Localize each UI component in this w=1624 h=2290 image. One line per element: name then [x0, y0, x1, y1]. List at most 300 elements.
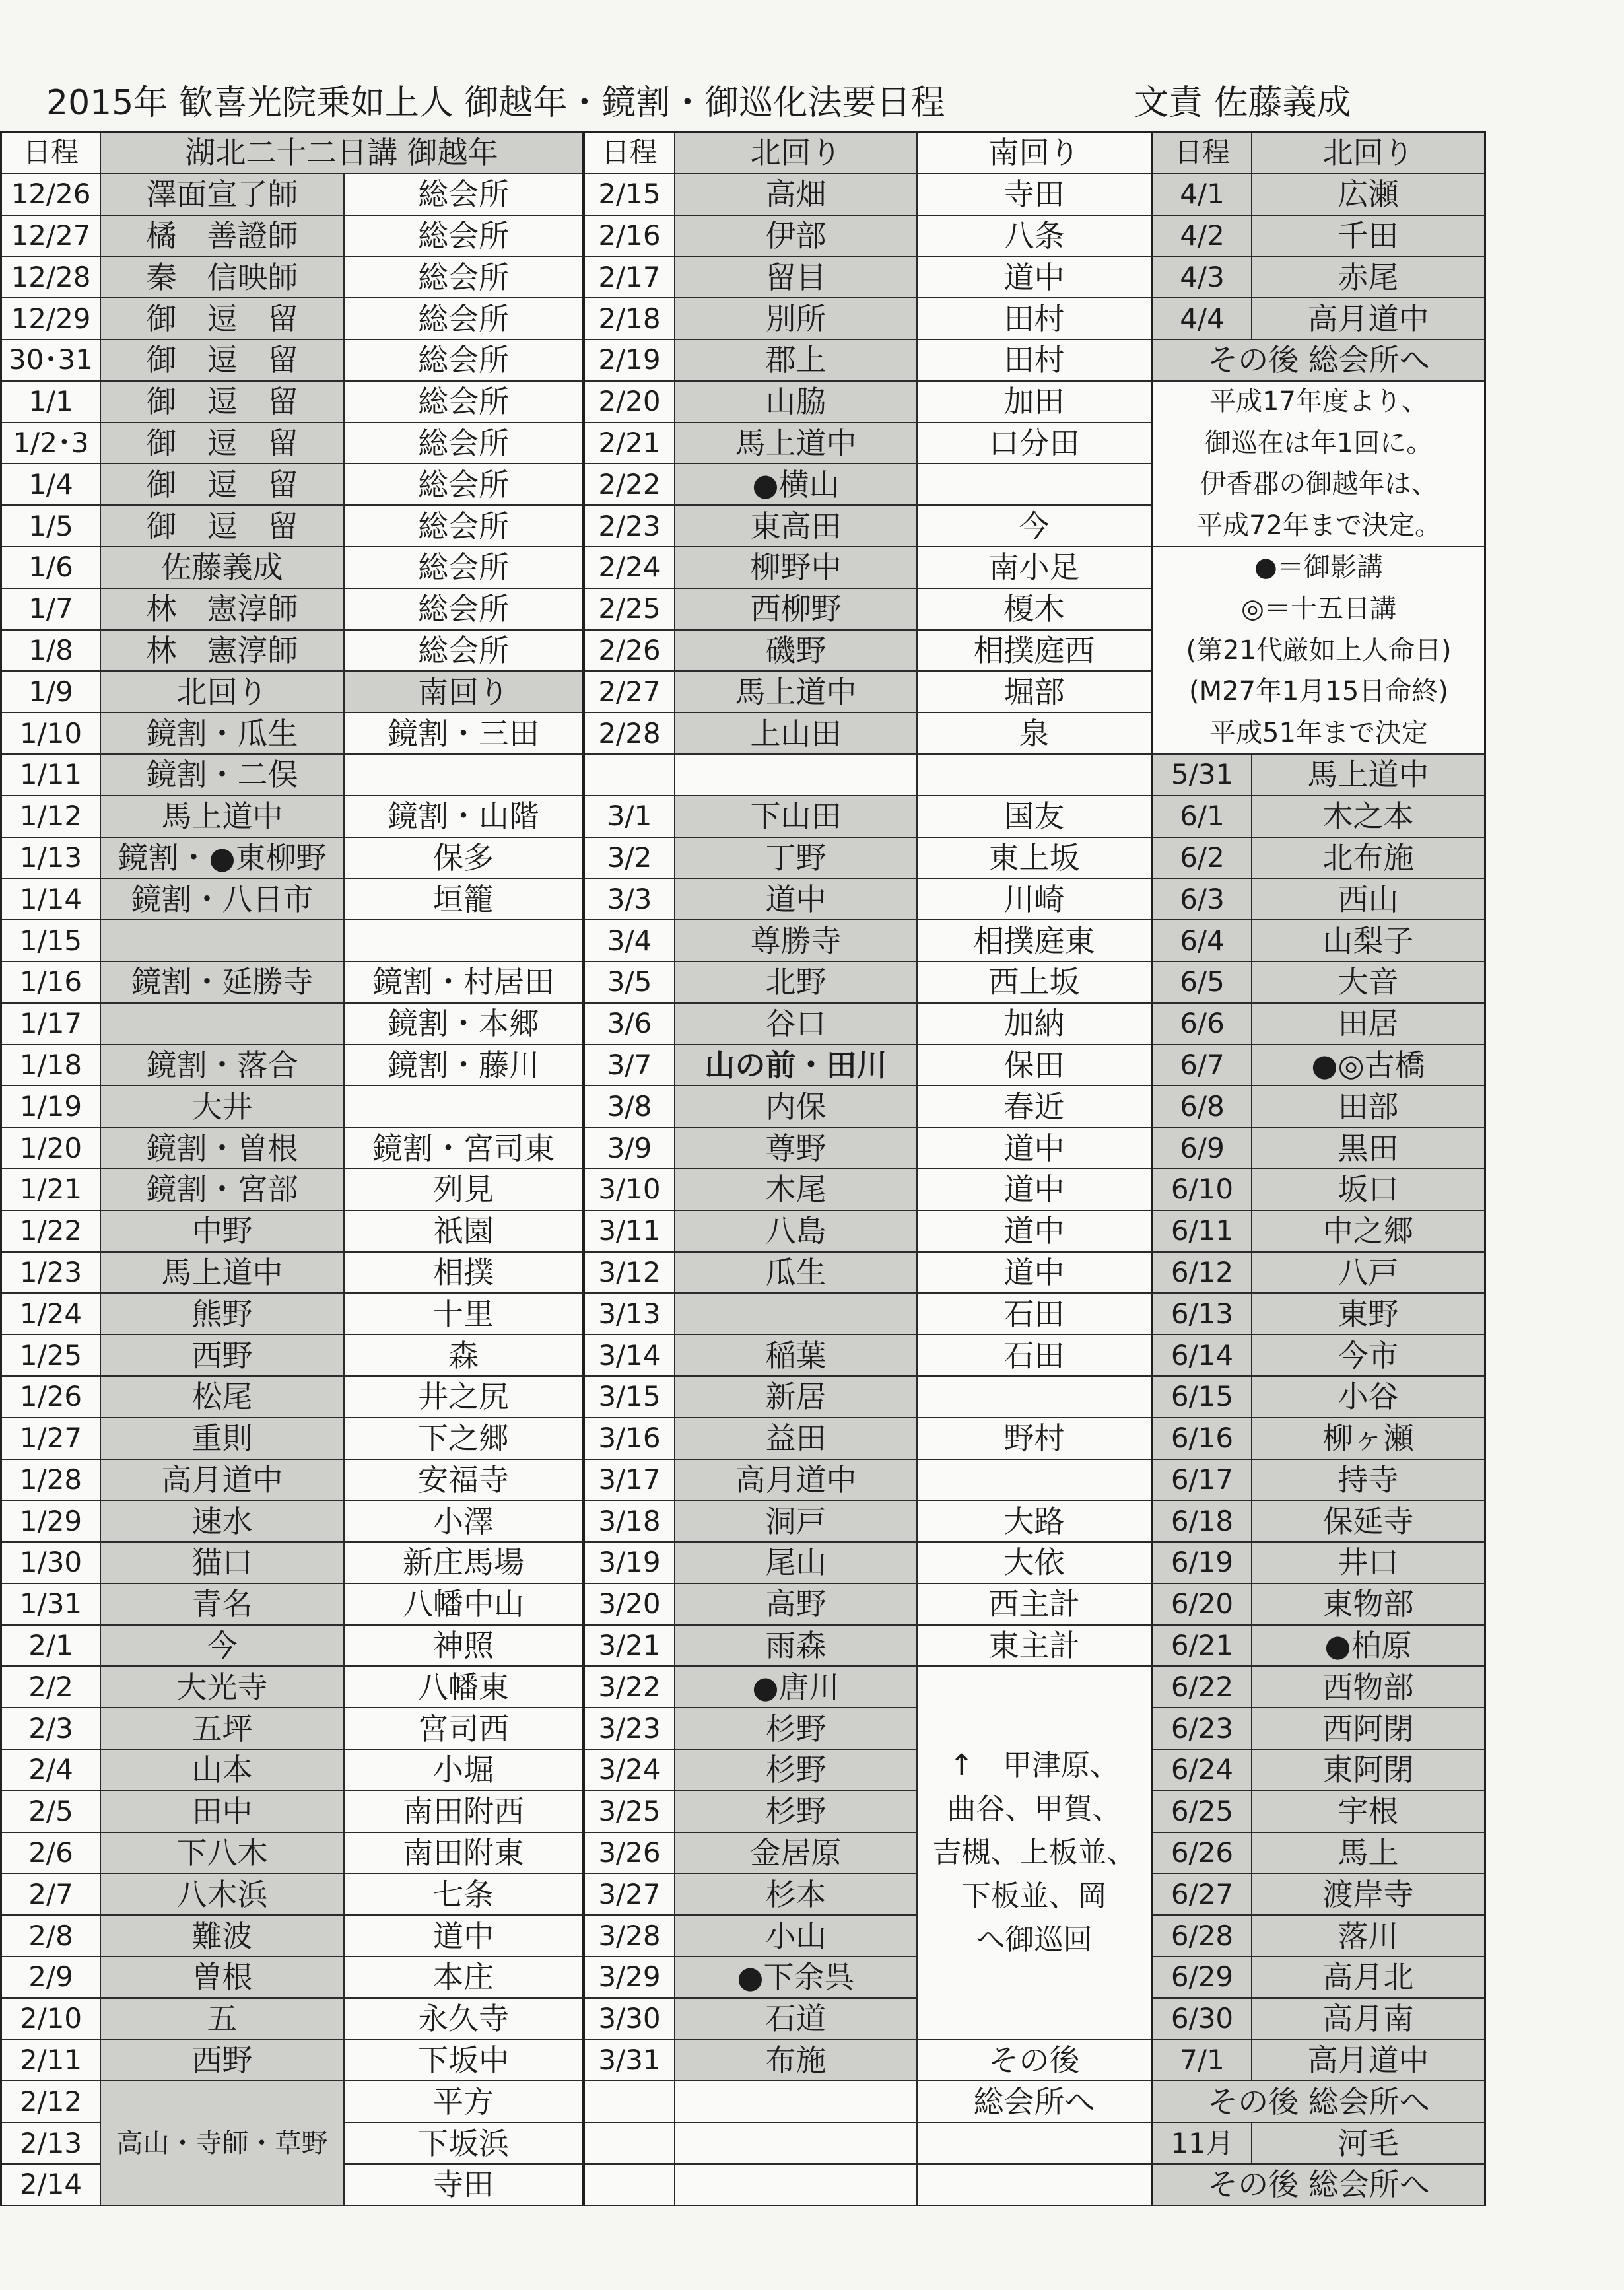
middle-date-cell: 2/26: [585, 631, 675, 672]
middle-north-cell: 金居原: [675, 1833, 918, 1875]
middle-date-cell: 2/21: [585, 423, 675, 465]
left-north-cell: 馬上道中: [101, 796, 345, 838]
right-north-cell: 高月北: [1252, 1957, 1486, 1999]
middle-north-cell: 杉本: [675, 1874, 918, 1916]
left-north-cell: 馬上道中: [101, 1253, 345, 1294]
middle-date-cell: 3/16: [585, 1418, 675, 1460]
left-date-cell: 2/6: [2, 1833, 101, 1875]
middle-date-cell: 2/22: [585, 464, 675, 506]
left-south-cell: 宮司西: [345, 1708, 585, 1750]
left-north-cell: 御 逗 留: [101, 340, 345, 382]
right-date-cell: 6/24: [1153, 1750, 1252, 1791]
right-note-line: 伊香郡の御越年は、: [1200, 469, 1438, 500]
middle-north-cell: 別所: [675, 298, 918, 340]
left-south-cell: 鏡割・藤川: [345, 1045, 585, 1087]
right-north-cell: ●◎古橋: [1252, 1045, 1486, 1087]
left-date-cell: 1/1: [2, 382, 101, 423]
left-date-cell: 1/12: [2, 796, 101, 838]
right-date-cell: 6/4: [1153, 920, 1252, 962]
middle-south-cell: [918, 2123, 1153, 2165]
middle-north-cell: 稲葉: [675, 1335, 918, 1377]
left-date-cell: 2/14: [2, 2165, 101, 2206]
right-date-cell: 6/29: [1153, 1957, 1252, 1999]
right-date-cell: 6/3: [1153, 879, 1252, 920]
middle-date-cell: 3/30: [585, 1999, 675, 2040]
left-south-cell: 小澤: [345, 1501, 585, 1543]
left-north-cell: 御 逗 留: [101, 506, 345, 547]
middle-date-cell: 3/18: [585, 1501, 675, 1543]
right-date-cell: 6/9: [1153, 1128, 1252, 1169]
left-date-cell: 1/2･3: [2, 423, 101, 465]
left-date-cell: 1/20: [2, 1128, 101, 1169]
right-date-cell: 5/31: [1153, 755, 1252, 796]
left-date-cell: 1/27: [2, 1418, 101, 1460]
middle-date-cell: 3/24: [585, 1750, 675, 1791]
middle-north-cell: 石道: [675, 1999, 918, 2040]
middle-south-cell: 相撲庭西: [918, 631, 1153, 672]
right-note-line: 平成17年度より、: [1209, 386, 1428, 417]
right-date-cell: 4/3: [1153, 257, 1252, 298]
left-south-cell: 総会所: [345, 174, 585, 216]
middle-south-cell: 寺田: [918, 174, 1153, 216]
right-north-cell: 高月道中: [1252, 2040, 1486, 2082]
left-date-cell: 1/25: [2, 1335, 101, 1377]
right-north-cell: 山梨子: [1252, 920, 1486, 962]
middle-south-cell: 保田: [918, 1045, 1153, 1087]
right-date-cell: 6/17: [1153, 1460, 1252, 1502]
left-date-cell: 1/22: [2, 1211, 101, 1253]
right-date-cell: 6/26: [1153, 1833, 1252, 1875]
left-north-cell: 熊野: [101, 1294, 345, 1335]
middle-south-cell: 西主計: [918, 1584, 1153, 1626]
right-north-cell: 高月南: [1252, 1999, 1486, 2040]
left-date-cell: 2/1: [2, 1626, 101, 1667]
left-north-cell: 御 逗 留: [101, 382, 345, 423]
header-middle-date: 日程: [585, 133, 675, 174]
left-date-cell: 12/29: [2, 298, 101, 340]
middle-date-cell: 3/12: [585, 1253, 675, 1294]
left-north-cell: 秦 信映師: [101, 257, 345, 298]
middle-date-cell: [585, 2165, 675, 2206]
middle-north-cell: 雨森: [675, 1626, 918, 1667]
left-north-cell: 御 逗 留: [101, 464, 345, 506]
right-date-cell: 4/4: [1153, 298, 1252, 340]
right-north-cell: 千田: [1252, 216, 1486, 258]
left-north-cell: 鏡割・宮部: [101, 1169, 345, 1211]
middle-south-cell: 道中: [918, 257, 1153, 298]
left-south-cell: 八幡東: [345, 1667, 585, 1708]
left-date-cell: 1/11: [2, 755, 101, 796]
middle-date-cell: 3/15: [585, 1377, 675, 1418]
middle-south-cell: [918, 464, 1153, 506]
middle-south-cell: 泉: [918, 713, 1153, 755]
middle-south-cell: 田村: [918, 298, 1153, 340]
middle-north-cell: 高畑: [675, 174, 918, 216]
middle-south-cell: 石田: [918, 1294, 1153, 1335]
left-south-cell: 鏡割・宮司東: [345, 1128, 585, 1169]
middle-note-line: ↑ 甲津原、: [949, 1749, 1119, 1783]
middle-north-cell: 尊勝寺: [675, 920, 918, 962]
left-north-cell: 林 憲淳師: [101, 589, 345, 631]
middle-north-cell: 東高田: [675, 506, 918, 547]
middle-date-cell: 3/20: [585, 1584, 675, 1626]
middle-date-cell: 3/19: [585, 1543, 675, 1584]
middle-date-cell: 3/27: [585, 1874, 675, 1916]
middle-north-cell: ●下余呉: [675, 1957, 918, 1999]
header-right-date: 日程: [1153, 133, 1252, 174]
left-date-cell: 1/4: [2, 464, 101, 506]
left-north-cell: 御 逗 留: [101, 298, 345, 340]
middle-south-cell: 国友: [918, 796, 1153, 838]
right-north-cell: 井口: [1252, 1543, 1486, 1584]
right-north-cell: ●柏原: [1252, 1626, 1486, 1667]
left-south-cell: 南回り: [345, 672, 585, 713]
right-date-cell: 6/12: [1153, 1253, 1252, 1294]
left-north-cell: 鏡割・瓜生: [101, 713, 345, 755]
left-south-cell: 小堀: [345, 1750, 585, 1791]
left-south-cell: [345, 920, 585, 962]
right-north-cell: 北布施: [1252, 838, 1486, 880]
middle-date-cell: 3/21: [585, 1626, 675, 1667]
middle-north-cell: 上山田: [675, 713, 918, 755]
left-date-cell: 2/11: [2, 2040, 101, 2082]
right-north-cell: 馬上道中: [1252, 755, 1486, 796]
middle-south-cell: 大路: [918, 1501, 1153, 1543]
middle-south-cell: 堀部: [918, 672, 1153, 713]
right-north-cell: 渡岸寺: [1252, 1874, 1486, 1916]
right-date-cell: 4/2: [1153, 216, 1252, 258]
middle-date-cell: 3/13: [585, 1294, 675, 1335]
right-north-cell: 八戸: [1252, 1253, 1486, 1294]
left-date-cell: 1/31: [2, 1584, 101, 1626]
right-note-line: (第21代厳如上人命日): [1186, 635, 1452, 666]
left-north-cell: [101, 1004, 345, 1045]
left-north-cell: 下八木: [101, 1833, 345, 1875]
right-north-cell: 黒田: [1252, 1128, 1486, 1169]
middle-north-cell: 新居: [675, 1377, 918, 1418]
middle-south-cell: 春近: [918, 1086, 1153, 1128]
middle-north-cell: 布施: [675, 2040, 918, 2082]
right-north-cell: 田居: [1252, 1004, 1486, 1045]
middle-date-cell: 3/4: [585, 920, 675, 962]
middle-south-cell: 川崎: [918, 879, 1153, 920]
left-date-cell: 1/30: [2, 1543, 101, 1584]
middle-note-line: 下板並、岡: [961, 1879, 1107, 1914]
right-date-cell: 6/2: [1153, 838, 1252, 880]
left-south-cell: 下坂中: [345, 2040, 585, 2082]
left-date-cell: 1/6: [2, 547, 101, 589]
page-title: 2015年 歓喜光院乗如上人 御越年・鏡割・御巡化法要日程: [46, 83, 945, 123]
middle-note-line: 吉槻、上板並、: [932, 1836, 1136, 1870]
right-date-cell: 6/1: [1153, 796, 1252, 838]
right-date-cell: 7/1: [1153, 2040, 1252, 2082]
middle-north-cell: 八島: [675, 1211, 918, 1253]
left-north-cell: 鏡割・曽根: [101, 1128, 345, 1169]
middle-north-cell: [675, 2123, 918, 2165]
middle-north-cell: 益田: [675, 1418, 918, 1460]
right-date-cell: 6/19: [1153, 1543, 1252, 1584]
middle-date-cell: 3/23: [585, 1708, 675, 1750]
right-north-cell: 柳ヶ瀬: [1252, 1418, 1486, 1460]
right-date-cell: 6/5: [1153, 962, 1252, 1004]
author-credit: 文責 佐藤義成: [1134, 83, 1351, 123]
right-north-cell: 今市: [1252, 1335, 1486, 1377]
left-south-cell: 総会所: [345, 423, 585, 465]
right-date-cell: 6/21: [1153, 1626, 1252, 1667]
header-kohoku-group: 湖北二十二日講 御越年: [101, 133, 585, 174]
left-north-cell: 鏡割・八日市: [101, 879, 345, 920]
left-date-cell: 2/8: [2, 1916, 101, 1957]
middle-north-cell: 西柳野: [675, 589, 918, 631]
left-date-cell: 1/29: [2, 1501, 101, 1543]
left-south-cell: 総会所: [345, 382, 585, 423]
middle-south-cell: [918, 755, 1153, 796]
left-south-cell: 垣籠: [345, 879, 585, 920]
middle-date-cell: 3/7: [585, 1045, 675, 1087]
middle-north-cell: [675, 1294, 918, 1335]
middle-date-cell: 2/27: [585, 672, 675, 713]
middle-south-cell: 野村: [918, 1418, 1153, 1460]
left-south-cell: 森: [345, 1335, 585, 1377]
left-north-cell: 林 憲淳師: [101, 631, 345, 672]
middle-north-cell: 杉野: [675, 1708, 918, 1750]
right-date-cell: 6/23: [1153, 1708, 1252, 1750]
left-date-cell: 2/7: [2, 1874, 101, 1916]
left-south-cell: 総会所: [345, 631, 585, 672]
right-north-cell: 小谷: [1252, 1377, 1486, 1418]
left-date-cell: 2/5: [2, 1791, 101, 1833]
middle-date-cell: 2/23: [585, 506, 675, 547]
middle-merged-note: [918, 1667, 1153, 2040]
middle-date-cell: 3/11: [585, 1211, 675, 1253]
right-date-cell: 6/28: [1153, 1916, 1252, 1957]
middle-south-cell: [918, 2165, 1153, 2206]
left-north-cell: 御 逗 留: [101, 423, 345, 465]
left-south-cell: 平方: [345, 2081, 585, 2123]
right-note-line: ●＝御影講: [1254, 551, 1383, 582]
middle-south-cell: 西上坂: [918, 962, 1153, 1004]
middle-north-cell: [675, 2165, 918, 2206]
left-south-cell: 下坂浜: [345, 2123, 585, 2165]
middle-date-cell: 3/3: [585, 879, 675, 920]
left-north-cell: 今: [101, 1626, 345, 1667]
right-note-line: ◎＝十五日講: [1241, 593, 1396, 624]
middle-north-cell: 丁野: [675, 838, 918, 880]
right-date-cell: 6/8: [1153, 1086, 1252, 1128]
right-north-cell: 東野: [1252, 1294, 1486, 1335]
middle-north-cell: 山脇: [675, 382, 918, 423]
middle-date-cell: 3/17: [585, 1460, 675, 1502]
left-south-cell: 総会所: [345, 547, 585, 589]
right-date-cell: 6/11: [1153, 1211, 1252, 1253]
left-north-cell: 佐藤義成: [101, 547, 345, 589]
middle-date-cell: 3/10: [585, 1169, 675, 1211]
left-south-cell: 七条: [345, 1874, 585, 1916]
left-north-cell: 曽根: [101, 1957, 345, 1999]
left-south-cell: 総会所: [345, 340, 585, 382]
left-date-cell: 1/5: [2, 506, 101, 547]
left-date-cell: 1/14: [2, 879, 101, 920]
left-date-cell: 1/15: [2, 920, 101, 962]
middle-date-cell: [585, 2081, 675, 2123]
right-note-line: 平成51年まで決定: [1209, 718, 1428, 749]
left-date-cell: 2/9: [2, 1957, 101, 1999]
header-left-date: 日程: [2, 133, 101, 174]
left-south-cell: 総会所: [345, 506, 585, 547]
middle-north-cell: 小山: [675, 1916, 918, 1957]
left-north-cell: 猫口: [101, 1543, 345, 1584]
right-after-note: その後 総会所へ: [1153, 2081, 1486, 2123]
middle-north-cell: 留目: [675, 257, 918, 298]
right-date-cell: 6/20: [1153, 1584, 1252, 1626]
middle-north-cell: ●唐川: [675, 1667, 918, 1708]
middle-south-cell: 道中: [918, 1169, 1153, 1211]
middle-south-cell: 道中: [918, 1211, 1153, 1253]
left-south-cell: 下之郷: [345, 1418, 585, 1460]
middle-note-line: 曲谷、甲賀、: [947, 1792, 1122, 1826]
left-south-cell: 南田附東: [345, 1833, 585, 1875]
left-north-cell: 橘 善證師: [101, 216, 345, 258]
middle-date-cell: 3/22: [585, 1667, 675, 1708]
middle-date-cell: 2/24: [585, 547, 675, 589]
middle-south-cell: その後: [918, 2040, 1153, 2082]
left-date-cell: 1/7: [2, 589, 101, 631]
middle-north-cell: [675, 2081, 918, 2123]
left-south-cell: [345, 755, 585, 796]
middle-south-cell: 加田: [918, 382, 1153, 423]
right-north-cell: 木之本: [1252, 796, 1486, 838]
middle-north-cell: 高月道中: [675, 1460, 918, 1502]
middle-south-cell: [918, 1377, 1153, 1418]
left-north-cell: 北回り: [101, 672, 345, 713]
right-date-cell: 6/30: [1153, 1999, 1252, 2040]
right-note-line: 平成72年まで決定。: [1196, 510, 1441, 541]
left-south-cell: 総会所: [345, 589, 585, 631]
right-north-cell: 東阿閉: [1252, 1750, 1486, 1791]
left-date-cell: 2/4: [2, 1750, 101, 1791]
middle-note-line: へ御巡回: [976, 1923, 1093, 1957]
left-south-cell: 総会所: [345, 257, 585, 298]
left-date-cell: 1/17: [2, 1004, 101, 1045]
left-date-cell: 12/27: [2, 216, 101, 258]
right-note-line: 御巡在は年1回に。: [1204, 427, 1433, 458]
header-middle-north: 北回り: [675, 133, 918, 174]
middle-south-cell: 加納: [918, 1004, 1153, 1045]
left-date-cell: 2/12: [2, 2081, 101, 2123]
left-south-cell: 鏡割・本郷: [345, 1004, 585, 1045]
middle-north-cell: 馬上道中: [675, 672, 918, 713]
left-south-cell: 南田附西: [345, 1791, 585, 1833]
left-north-cell: 鏡割・延勝寺: [101, 962, 345, 1004]
header-middle-south: 南回り: [918, 133, 1153, 174]
left-north-cell: 青名: [101, 1584, 345, 1626]
right-north-cell: 広瀬: [1252, 174, 1486, 216]
middle-south-cell: 口分田: [918, 423, 1153, 465]
left-date-cell: 12/26: [2, 174, 101, 216]
left-south-cell: 鏡割・村居田: [345, 962, 585, 1004]
left-date-cell: 1/10: [2, 713, 101, 755]
left-date-cell: 1/16: [2, 962, 101, 1004]
left-south-cell: 祇園: [345, 1211, 585, 1253]
left-north-cell: 中野: [101, 1211, 345, 1253]
left-date-cell: 1/23: [2, 1253, 101, 1294]
left-north-cell: 西野: [101, 1335, 345, 1377]
left-south-cell: 八幡中山: [345, 1584, 585, 1626]
right-north-cell: 西山: [1252, 879, 1486, 920]
middle-south-cell: 石田: [918, 1335, 1153, 1377]
middle-north-cell: 尾山: [675, 1543, 918, 1584]
middle-date-cell: [585, 755, 675, 796]
left-date-cell: 1/19: [2, 1086, 101, 1128]
left-south-cell: 寺田: [345, 2165, 585, 2206]
middle-south-cell: 東主計: [918, 1626, 1153, 1667]
left-north-cell: 五: [101, 1999, 345, 2040]
middle-date-cell: 3/1: [585, 796, 675, 838]
left-merged-cell: 高山・寺師・草野: [101, 2081, 345, 2205]
middle-south-cell: 榎木: [918, 589, 1153, 631]
left-north-cell: 難波: [101, 1916, 345, 1957]
middle-north-cell: 北野: [675, 962, 918, 1004]
right-date-cell: 6/15: [1153, 1377, 1252, 1418]
right-north-cell: 高月道中: [1252, 298, 1486, 340]
left-south-cell: 安福寺: [345, 1460, 585, 1502]
header-right-north: 北回り: [1252, 133, 1486, 174]
middle-north-cell: ●横山: [675, 464, 918, 506]
middle-north-cell: 柳野中: [675, 547, 918, 589]
middle-south-cell: 道中: [918, 1253, 1153, 1294]
middle-south-cell: [918, 1460, 1153, 1502]
left-date-cell: 2/2: [2, 1667, 101, 1708]
left-south-cell: 新庄馬場: [345, 1543, 585, 1584]
right-after-note: その後 総会所へ: [1153, 2165, 1486, 2206]
middle-date-cell: 3/31: [585, 2040, 675, 2082]
right-date-cell: 6/18: [1153, 1501, 1252, 1543]
left-north-cell: 八木浜: [101, 1874, 345, 1916]
middle-date-cell: 2/18: [585, 298, 675, 340]
middle-north-cell: 木尾: [675, 1169, 918, 1211]
middle-date-cell: 2/25: [585, 589, 675, 631]
left-north-cell: 山本: [101, 1750, 345, 1791]
left-date-cell: 1/9: [2, 672, 101, 713]
middle-date-cell: 2/20: [585, 382, 675, 423]
middle-north-cell: [675, 755, 918, 796]
right-north-cell: 持寺: [1252, 1460, 1486, 1502]
middle-south-cell: 総会所へ: [918, 2081, 1153, 2123]
middle-date-cell: 2/28: [585, 713, 675, 755]
middle-north-cell: 道中: [675, 879, 918, 920]
left-south-cell: [345, 1086, 585, 1128]
left-south-cell: 相撲: [345, 1253, 585, 1294]
left-south-cell: 道中: [345, 1916, 585, 1957]
right-date-cell: 6/27: [1153, 1874, 1252, 1916]
left-north-cell: 高月道中: [101, 1460, 345, 1502]
schedule-table: [0, 131, 1486, 2206]
right-north-cell: 宇根: [1252, 1791, 1486, 1833]
middle-north-cell: 杉野: [675, 1791, 918, 1833]
middle-north-cell: 谷口: [675, 1004, 918, 1045]
left-date-cell: 30･31: [2, 340, 101, 382]
left-south-cell: 総会所: [345, 216, 585, 258]
middle-south-cell: 大依: [918, 1543, 1153, 1584]
middle-date-cell: 2/15: [585, 174, 675, 216]
left-north-cell: 澤面宣了師: [101, 174, 345, 216]
left-date-cell: 1/26: [2, 1377, 101, 1418]
left-north-cell: 重則: [101, 1418, 345, 1460]
middle-south-cell: 道中: [918, 1128, 1153, 1169]
right-north-cell: 田部: [1252, 1086, 1486, 1128]
right-north-cell: 東物部: [1252, 1584, 1486, 1626]
middle-south-cell: 東上坂: [918, 838, 1153, 880]
